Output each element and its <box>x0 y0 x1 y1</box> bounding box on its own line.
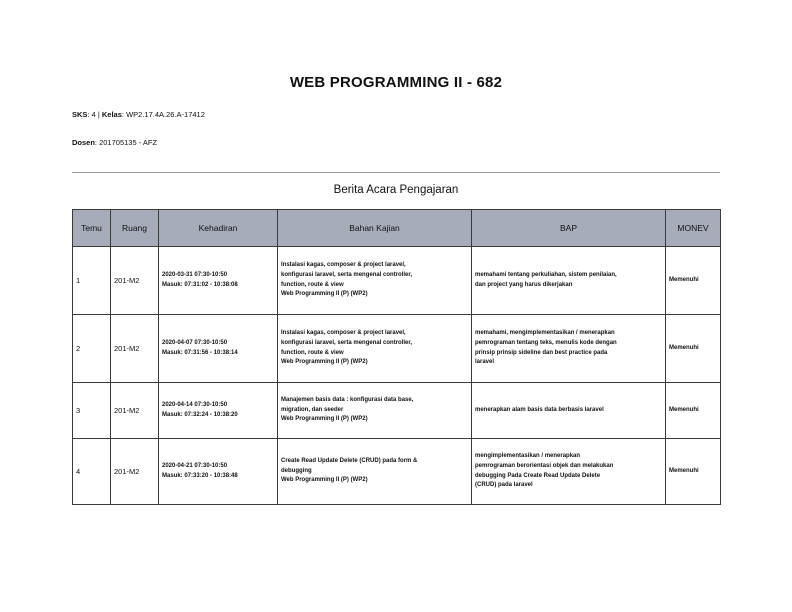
schedule-time: 2020-04-14 07:30-10:50 <box>162 401 228 408</box>
page-title: WEB PROGRAMMING II - 682 <box>289 74 503 91</box>
cell-bahan-kajian <box>278 247 472 315</box>
cell-monev: Memenuhi <box>666 439 721 505</box>
cell-temu: 1 <box>73 247 111 315</box>
header-temu: Temu <box>73 210 111 247</box>
bap-line: memahami tentang perkuliahan, sistem penilaian, <box>475 271 617 278</box>
sks-value: : 4 | <box>87 110 100 119</box>
section-title: Berita Acara Pengajaran <box>333 184 459 196</box>
bahan-line: Web Programming II (P) (WP2) <box>281 416 368 423</box>
bahan-line: Create Read Update Delete (CRUD) pada form & <box>281 458 418 465</box>
table-row <box>73 439 721 505</box>
dosen-label: Dosen <box>72 138 95 147</box>
bahan-line: Instalasi kagas, composer & project laravel, <box>281 262 406 269</box>
header-bap: BAP <box>472 210 666 247</box>
bap-line: (CRUD) pada laravel <box>475 482 533 489</box>
table-row <box>73 315 721 383</box>
cell-monev: Memenuhi <box>666 315 721 383</box>
bahan-line: konfigurasi laravel, serta mengenal controller, <box>281 339 413 346</box>
cell-bap <box>472 439 666 505</box>
cell-temu: 4 <box>73 439 111 505</box>
dosen-value: : 201705135 - AFZ <box>94 138 158 147</box>
cell-ruang: 201-M2 <box>111 439 159 505</box>
bahan-line: debugging <box>281 467 312 474</box>
cell-ruang: 201-M2 <box>111 315 159 383</box>
cell-monev: Memenuhi <box>666 383 721 439</box>
bahan-line: function, route & view <box>281 349 344 356</box>
cell-temu: 2 <box>73 315 111 383</box>
bahan-line: function, route & view <box>281 281 344 288</box>
cell-ruang: 201-M2 <box>111 247 159 315</box>
table-row <box>73 383 721 439</box>
cell-ruang: 201-M2 <box>111 383 159 439</box>
bap-line: laravel <box>475 359 495 366</box>
bahan-line: konfigurasi laravel, serta mengenal controller, <box>281 271 413 278</box>
bahan-line: Web Programming II (P) (WP2) <box>281 291 368 298</box>
check-in-time: Masuk: 07:31:56 - 10:38:14 <box>162 349 238 356</box>
bahan-line: Web Programming II (P) (WP2) <box>281 359 368 366</box>
teaching-log-table <box>72 209 721 505</box>
cell-kehadiran <box>159 439 278 505</box>
course-meta <box>72 110 205 119</box>
bahan-line: migration, dan seeder <box>281 406 344 413</box>
cell-bahan-kajian <box>278 315 472 383</box>
cell-kehadiran <box>159 315 278 383</box>
bahan-line: Web Programming II (P) (WP2) <box>281 477 368 484</box>
bap-line: menerapkan alam basis data berbasis laravel <box>475 406 604 413</box>
header-ruang: Ruang <box>111 210 159 247</box>
schedule-time: 2020-04-21 07:30-10:50 <box>162 462 228 469</box>
header-bahan-kajian: Bahan Kajian <box>278 210 472 247</box>
lecturer-meta <box>72 138 157 147</box>
check-in-time: Masuk: 07:33:20 - 10:38:48 <box>162 472 238 479</box>
cell-bap <box>472 315 666 383</box>
schedule-time: 2020-04-07 07:30-10:50 <box>162 339 228 346</box>
cell-bap <box>472 383 666 439</box>
table-header-row <box>73 210 721 247</box>
header-monev: MONEV <box>666 210 721 247</box>
bahan-line: Manajemen basis data : konfigurasi data base, <box>281 397 414 404</box>
bap-line: mengimplementasikan / menerapkan <box>475 453 581 460</box>
bap-line: debugging Pada Create Read Update Delete <box>475 472 601 479</box>
bahan-line: Instalasi kagas, composer & project laravel, <box>281 330 406 337</box>
check-in-time: Masuk: 07:32:24 - 10:38:20 <box>162 411 238 418</box>
cell-bap <box>472 247 666 315</box>
kelas-value: : WP2.17.4A.26.A-17412 <box>121 110 205 119</box>
bap-line: pemrograman berorientasi objek dan melakukan <box>475 462 614 469</box>
cell-kehadiran <box>159 247 278 315</box>
divider <box>72 172 720 173</box>
table-row <box>73 247 721 315</box>
schedule-time: 2020-03-31 07:30-10:50 <box>162 271 228 278</box>
check-in-time: Masuk: 07:31:02 - 10:38:08 <box>162 281 238 288</box>
bap-line: prinsip prinsip sideline dan best practice pada <box>475 349 608 356</box>
cell-monev: Memenuhi <box>666 247 721 315</box>
header-kehadiran: Kehadiran <box>159 210 278 247</box>
cell-bahan-kajian <box>278 383 472 439</box>
cell-kehadiran <box>159 383 278 439</box>
bap-line: dan project yang harus dikerjakan <box>475 281 573 288</box>
cell-temu: 3 <box>73 383 111 439</box>
cell-bahan-kajian <box>278 439 472 505</box>
bap-line: pemrograman tentang teks, menulis kode dengan <box>475 339 617 346</box>
kelas-label: Kelas <box>101 110 122 119</box>
bap-line: memahami, mengimplementasikan / menerapkan <box>475 330 615 337</box>
sks-label: SKS <box>72 110 88 119</box>
